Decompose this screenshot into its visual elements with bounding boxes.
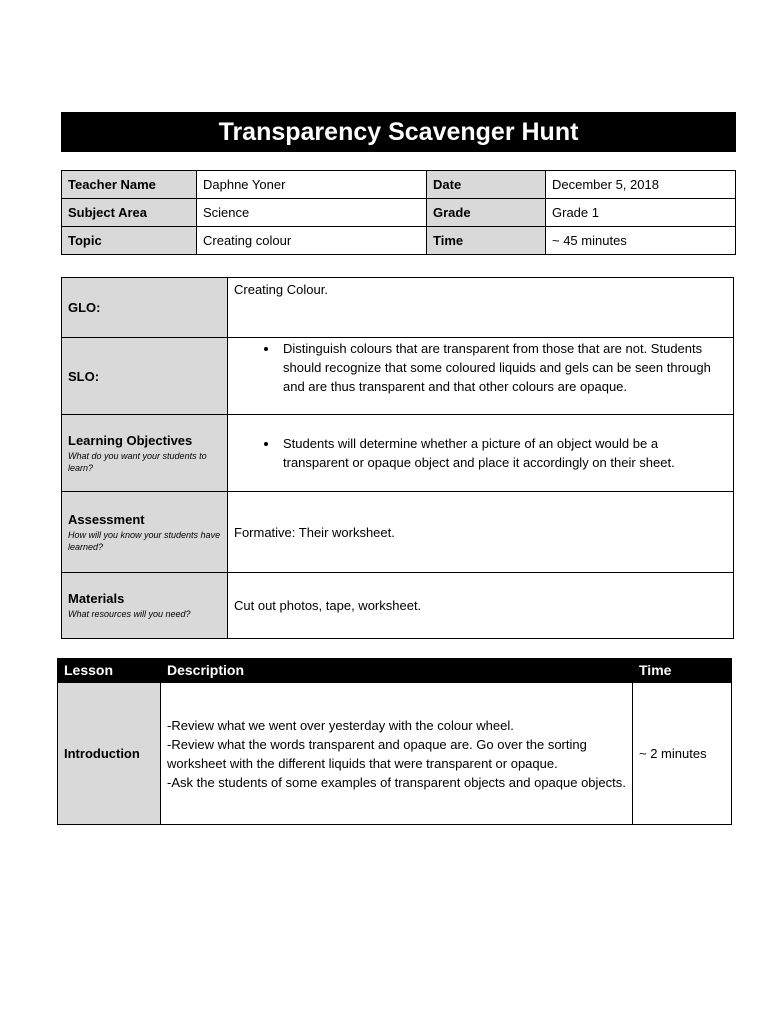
table-row [62,338,734,415]
glo-label-text: GLO: [68,300,101,315]
learning-objectives-heading: Learning Objectives [68,432,193,448]
learning-objectives-list [234,434,727,472]
assessment-value: Formative: Their worksheet. [228,492,734,573]
learning-objectives-value [228,415,734,492]
materials-value: Cut out photos, tape, worksheet. [228,573,734,639]
time-header: Time [633,659,732,683]
introduction-description [161,683,633,825]
glo-label [62,278,228,338]
table-row [62,492,734,573]
materials-heading: Materials [68,591,125,606]
objectives-table [61,277,734,639]
intro-line: -Review what we went over yesterday with the colour wheel. [167,717,514,733]
teacher-value: Daphne Yoner [197,171,427,199]
materials-label [62,573,228,639]
description-header: Description [161,659,633,683]
glo-value: Creating Colour. [228,278,734,338]
info-table [61,170,736,255]
grade-label: Grade [427,199,546,227]
intro-line: -Ask the students of some examples of transparent objects and opaque objects. [167,774,626,790]
assessment-label [62,492,228,573]
introduction-label: Introduction [58,683,161,825]
table-row [62,199,736,227]
time-label: Time [427,227,546,255]
lesson-header: Lesson [58,659,161,683]
lesson-table [57,658,732,825]
topic-value: Creating colour [197,227,427,255]
subject-label: Subject Area [62,199,197,227]
list-item: • Students will determine whether a picture of an object would be a transparent or opaque object and place it accordingly on their sheet. [279,434,727,472]
subject-value: Science [197,199,427,227]
topic-label: Topic [62,227,197,255]
slo-label-text: SLO: [68,368,100,384]
table-row [62,573,734,639]
table-row [62,278,734,338]
table-header-row [58,659,732,683]
table-row [58,683,732,825]
time-value: ~ 45 minutes [546,227,736,255]
table-row [62,171,736,199]
learning-objectives-hint: What do you want your students to learn? [68,450,207,473]
date-value: December 5, 2018 [546,171,736,199]
teacher-label: Teacher Name [62,171,197,199]
slo-value [228,338,734,415]
table-row [62,415,734,492]
table-row [62,227,736,255]
slo-list [234,339,727,396]
slo-label [62,338,228,415]
list-item: • Distinguish colours that are transparent from those that are not. Students should recognize that some coloured liquids and gels can be seen through and are thus transparent and that other colours are opaque. [279,339,727,396]
assessment-hint: How will you know your students have learned? [68,529,221,552]
materials-hint: What resources will you need? [68,609,191,619]
learning-objectives-label [62,415,228,492]
date-label: Date [427,171,546,199]
intro-line: -Review what the words transparent and opaque are. Go over the sorting worksheet with the different liquids that were transparent or opaque. [167,736,587,771]
assessment-heading: Assessment [68,511,145,527]
introduction-time: ~ 2 minutes [633,683,732,825]
page-title: Transparency Scavenger Hunt [61,112,736,152]
grade-value: Grade 1 [546,199,736,227]
